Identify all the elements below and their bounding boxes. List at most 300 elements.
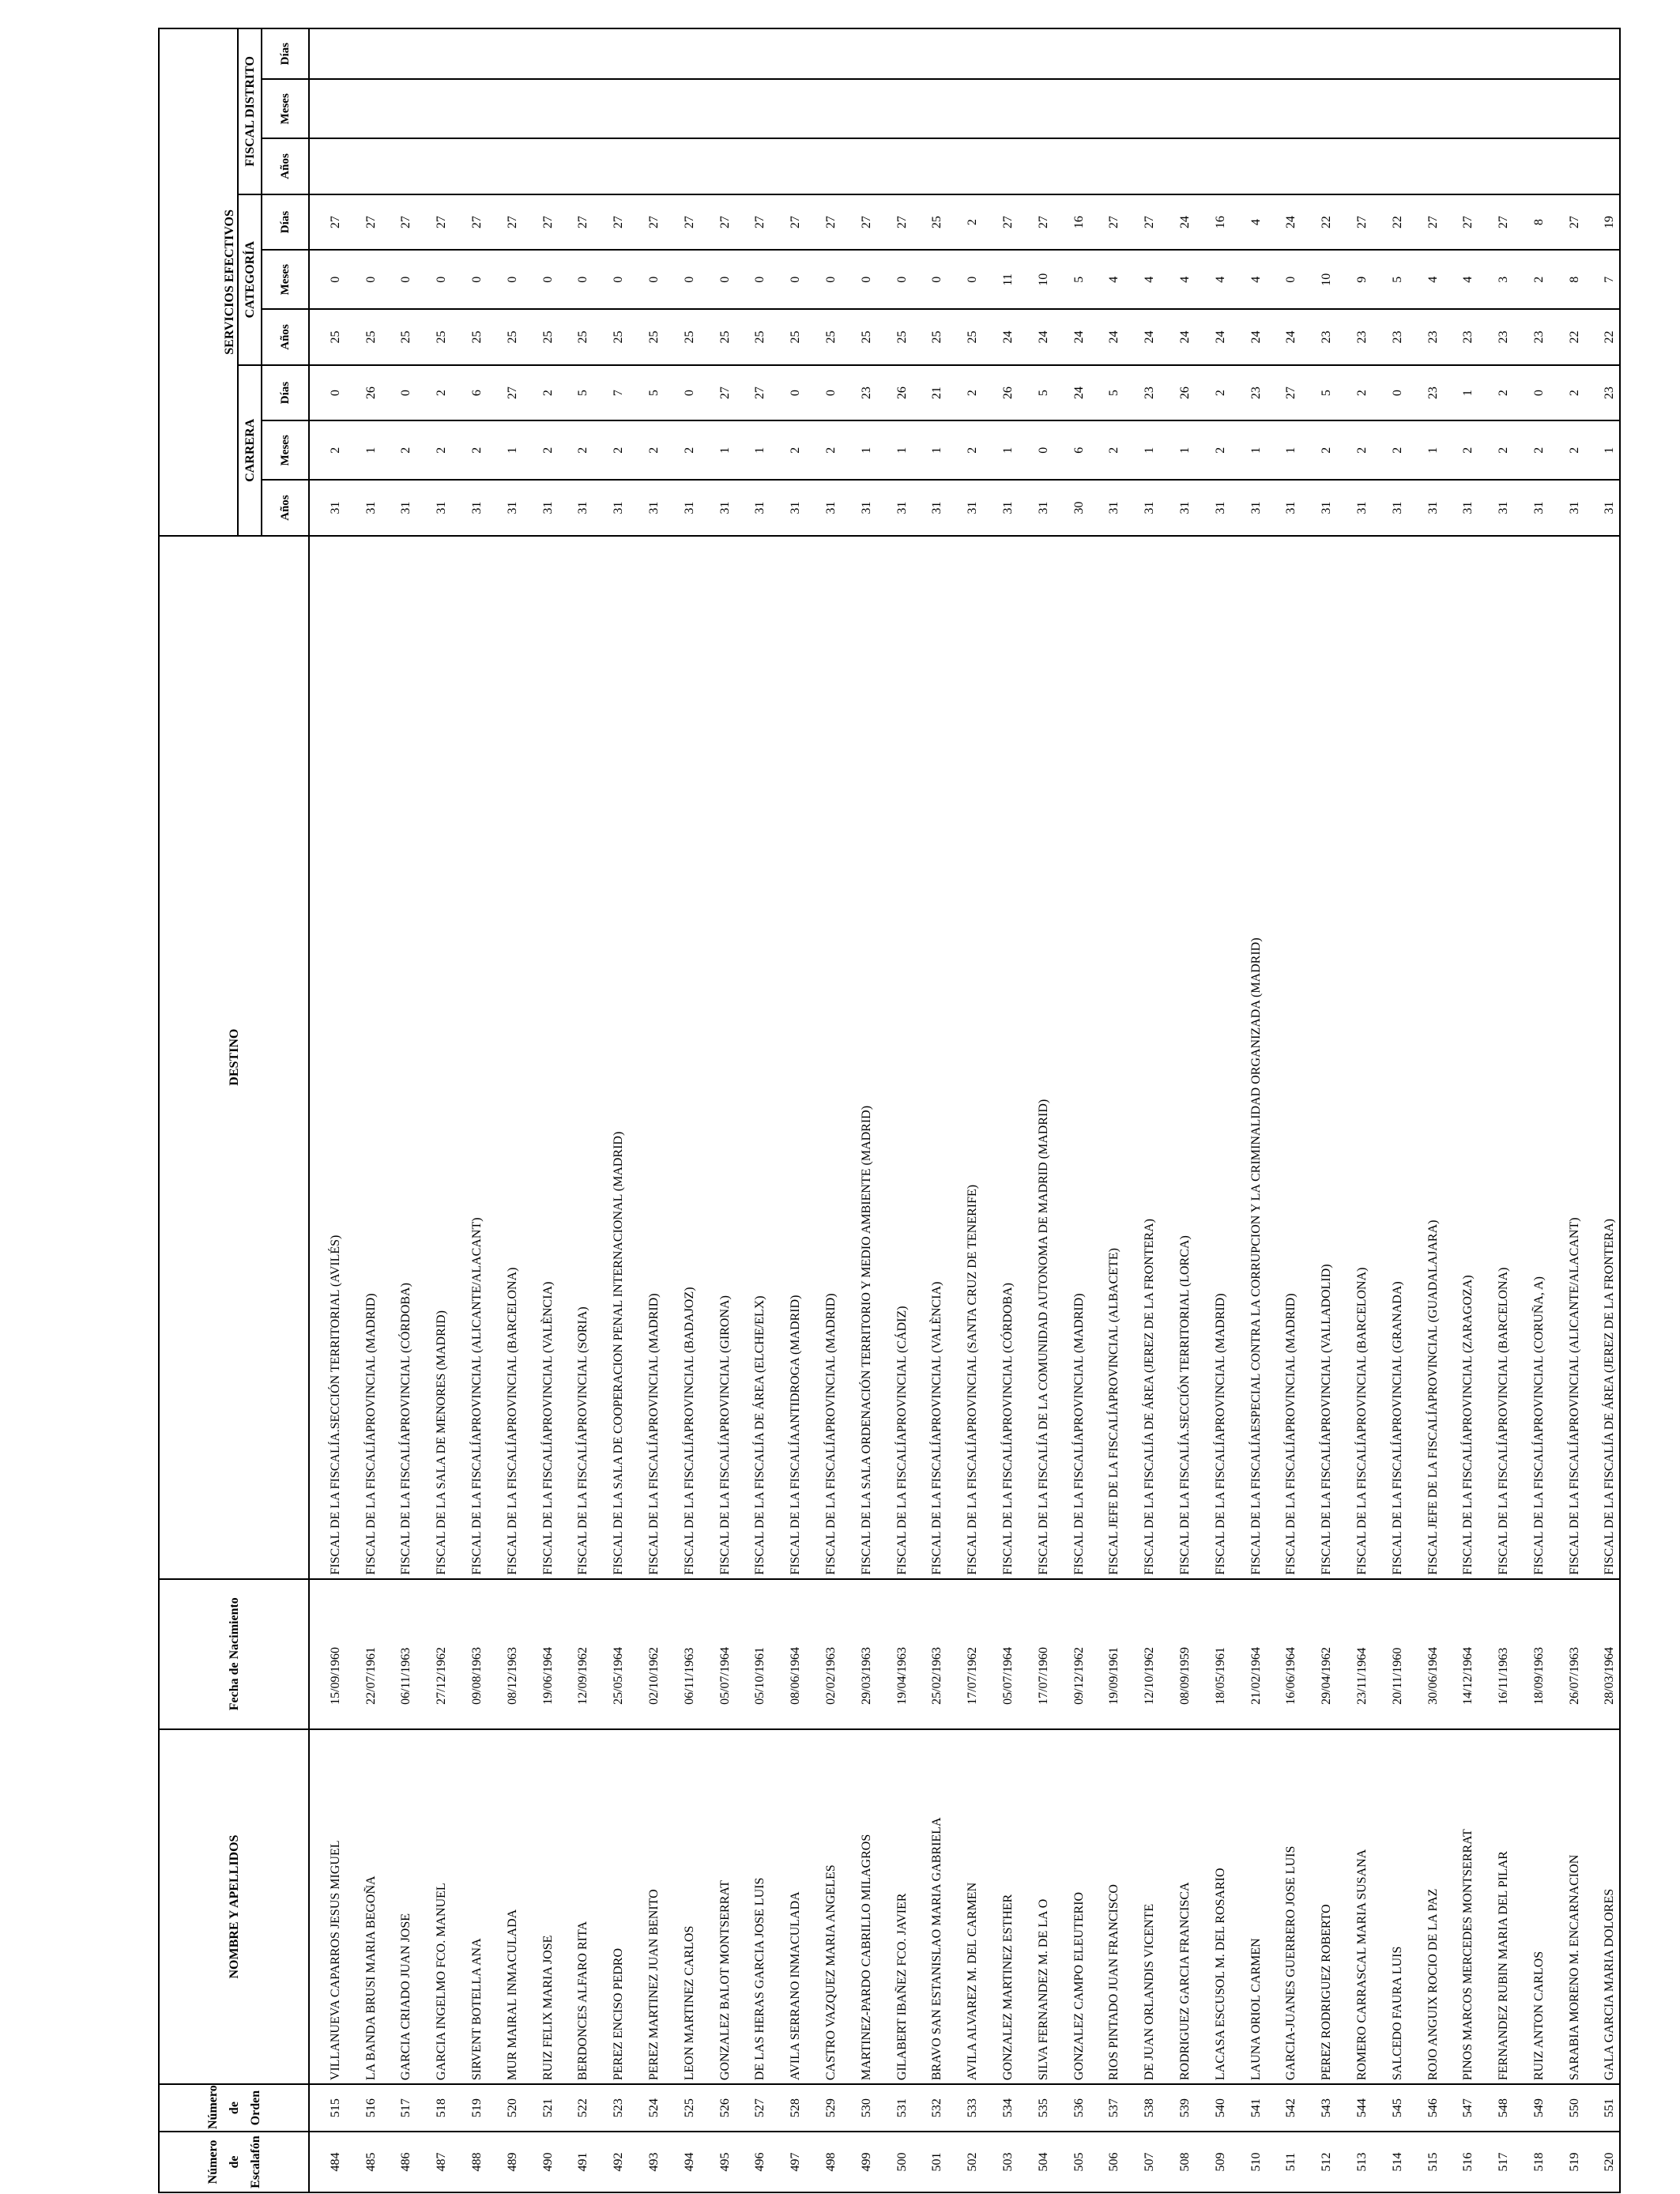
cell-categoria-anos: 25	[912, 309, 947, 365]
cell-categoria-anos: 25	[699, 309, 735, 365]
cell-carrera-anos: 31	[841, 480, 876, 536]
cell-numero-orden: 544	[1336, 2084, 1372, 2132]
cell-fiscal-anos	[522, 138, 558, 194]
cell-numero-orden: 523	[593, 2084, 628, 2132]
cell-nombre: LA BANDA BRUSI MARIA BEGOÑA	[345, 1729, 381, 2084]
cell-categoria-dias: 27	[522, 194, 558, 251]
header-destino: DESTINO	[159, 536, 309, 1579]
cell-carrera-anos: 31	[1478, 480, 1513, 536]
cell-numero-orden: 531	[876, 2084, 912, 2132]
table-row	[805, 28, 841, 2192]
cell-nombre: RIOS PINTADO JUAN FRANCISCO	[1089, 1729, 1124, 2084]
table-row	[664, 28, 699, 2192]
cell-fecha-nacimiento: 12/10/1962	[1124, 1579, 1159, 1729]
cell-carrera-meses: 1	[699, 420, 735, 480]
cell-carrera-dias: 0	[770, 365, 805, 421]
table-body	[309, 28, 1620, 2192]
table-row	[1266, 28, 1301, 2192]
cell-carrera-dias: 5	[558, 365, 593, 421]
cell-carrera-anos: 31	[1301, 480, 1336, 536]
cell-carrera-anos: 31	[345, 480, 381, 536]
cell-numero-orden: 548	[1478, 2084, 1513, 2132]
cell-carrera-dias: 23	[841, 365, 876, 421]
cell-categoria-meses: 0	[770, 250, 805, 309]
cell-numero-orden: 535	[1018, 2084, 1053, 2132]
cell-fiscal-dias	[664, 28, 699, 79]
table-row	[522, 28, 558, 2192]
cell-categoria-dias: 27	[699, 194, 735, 251]
rotated-page	[158, 12, 1617, 2193]
cell-fiscal-dias	[770, 28, 805, 79]
cell-fiscal-dias	[381, 28, 416, 79]
cell-categoria-meses: 2	[1513, 250, 1549, 309]
cell-categoria-meses: 0	[593, 250, 628, 309]
cell-fiscal-anos	[770, 138, 805, 194]
cell-carrera-dias: 2	[1195, 365, 1230, 421]
cell-fiscal-anos	[982, 138, 1018, 194]
cell-categoria-anos: 24	[1266, 309, 1301, 365]
cell-fiscal-anos	[1195, 138, 1230, 194]
cell-categoria-anos: 22	[1549, 309, 1584, 365]
cell-categoria-dias: 27	[416, 194, 451, 251]
cell-categoria-meses: 3	[1478, 250, 1513, 309]
cell-carrera-anos: 31	[1089, 480, 1124, 536]
table-row	[770, 28, 805, 2192]
cell-categoria-anos: 25	[805, 309, 841, 365]
cell-numero-orden: 527	[735, 2084, 770, 2132]
cell-carrera-meses: 1	[1124, 420, 1159, 480]
cell-nombre: LEON MARTINEZ CARLOS	[664, 1729, 699, 2084]
cell-categoria-dias: 27	[1549, 194, 1584, 251]
cell-categoria-dias: 27	[1443, 194, 1478, 251]
cell-carrera-anos: 31	[1159, 480, 1195, 536]
header-fiscal-anos: Años	[262, 138, 309, 194]
cell-fiscal-anos	[1230, 138, 1266, 194]
cell-numero-escalafon: 489	[487, 2132, 522, 2192]
cell-nombre: RUIZ FELIX MARIA JOSE	[522, 1729, 558, 2084]
cell-categoria-anos: 25	[381, 309, 416, 365]
cell-fiscal-anos	[487, 138, 522, 194]
cell-fiscal-dias	[1407, 28, 1443, 79]
cell-carrera-anos: 31	[1336, 480, 1372, 536]
cell-destino: FISCAL DE LA FISCALÍAPROVINCIAL (BARCELONA)	[487, 536, 522, 1579]
cell-fiscal-meses	[309, 79, 345, 138]
cell-destino: FISCAL DE LA FISCALÍAPROVINCIAL (MADRID)	[345, 536, 381, 1579]
cell-fiscal-dias	[628, 28, 664, 79]
cell-categoria-meses: 5	[1372, 250, 1407, 309]
cell-numero-escalafon: 491	[558, 2132, 593, 2192]
cell-categoria-dias: 24	[1266, 194, 1301, 251]
cell-categoria-anos: 25	[522, 309, 558, 365]
cell-categoria-dias: 27	[593, 194, 628, 251]
header-carrera-dias: Días	[262, 365, 309, 421]
cell-nombre: PEREZ RODRIGUEZ ROBERTO	[1301, 1729, 1336, 2084]
cell-carrera-dias: 26	[1159, 365, 1195, 421]
cell-categoria-dias: 4	[1230, 194, 1266, 251]
cell-carrera-anos: 31	[1266, 480, 1301, 536]
cell-numero-escalafon: 515	[1407, 2132, 1443, 2192]
cell-fecha-nacimiento: 17/07/1962	[947, 1579, 982, 1729]
cell-numero-escalafon: 520	[1584, 2132, 1621, 2192]
cell-fiscal-anos	[309, 138, 345, 194]
cell-fiscal-anos	[593, 138, 628, 194]
cell-nombre: BRAVO SAN ESTANISLAO MARIA GABRIELA	[912, 1729, 947, 2084]
cell-fiscal-meses	[628, 79, 664, 138]
table-row	[699, 28, 735, 2192]
cell-fiscal-dias	[1443, 28, 1478, 79]
cell-fiscal-anos	[1266, 138, 1301, 194]
cell-carrera-dias: 0	[381, 365, 416, 421]
cell-fiscal-anos	[699, 138, 735, 194]
cell-carrera-dias: 23	[1584, 365, 1621, 421]
cell-destino: FISCAL DE LA FISCALÍAPROVINCIAL (CÁDIZ)	[876, 536, 912, 1579]
header-numero-orden-line3: Orden	[248, 2090, 262, 2126]
cell-numero-escalafon: 488	[451, 2132, 487, 2192]
cell-categoria-dias: 2	[947, 194, 982, 251]
cell-categoria-meses: 0	[1266, 250, 1301, 309]
cell-carrera-meses: 1	[735, 420, 770, 480]
cell-numero-orden: 534	[982, 2084, 1018, 2132]
cell-numero-orden: 549	[1513, 2084, 1549, 2132]
table-row	[735, 28, 770, 2192]
cell-carrera-anos: 31	[912, 480, 947, 536]
cell-numero-escalafon: 518	[1513, 2132, 1549, 2192]
cell-categoria-dias: 27	[770, 194, 805, 251]
cell-categoria-meses: 0	[664, 250, 699, 309]
cell-destino: FISCAL DE LA FISCALÍAPROVINCIAL (VALÈNCIA)	[912, 536, 947, 1579]
cell-nombre: DE LAS HERAS GARCIA JOSE LUIS	[735, 1729, 770, 2084]
cell-nombre: AVILA ALVAREZ M. DEL CARMEN	[947, 1729, 982, 2084]
table-row	[1230, 28, 1266, 2192]
cell-numero-orden: 517	[381, 2084, 416, 2132]
cell-categoria-meses: 0	[381, 250, 416, 309]
cell-numero-escalafon: 504	[1018, 2132, 1053, 2192]
cell-categoria-dias: 27	[1407, 194, 1443, 251]
cell-carrera-dias: 0	[1513, 365, 1549, 421]
cell-destino: FISCAL DE LA FISCALÍAPROVINCIAL (VALLADOLID)	[1301, 536, 1336, 1579]
cell-fecha-nacimiento: 08/12/1963	[487, 1579, 522, 1729]
cell-carrera-anos: 31	[1230, 480, 1266, 536]
cell-fiscal-dias	[1159, 28, 1195, 79]
cell-destino: FISCAL DE LA FISCALÍAPROVINCIAL (GIRONA)	[699, 536, 735, 1579]
cell-categoria-dias: 25	[912, 194, 947, 251]
cell-numero-escalafon: 495	[699, 2132, 735, 2192]
cell-fiscal-anos	[912, 138, 947, 194]
cell-categoria-meses: 5	[1053, 250, 1089, 309]
cell-fecha-nacimiento: 20/11/1960	[1372, 1579, 1407, 1729]
cell-carrera-anos: 30	[1053, 480, 1089, 536]
cell-categoria-dias: 27	[1478, 194, 1513, 251]
cell-categoria-dias: 27	[381, 194, 416, 251]
cell-carrera-dias: 7	[593, 365, 628, 421]
cell-carrera-meses: 2	[1443, 420, 1478, 480]
cell-categoria-dias: 8	[1513, 194, 1549, 251]
cell-carrera-anos: 31	[593, 480, 628, 536]
cell-fecha-nacimiento: 15/09/1960	[309, 1579, 345, 1729]
cell-categoria-dias: 27	[558, 194, 593, 251]
cell-numero-escalafon: 490	[522, 2132, 558, 2192]
cell-fiscal-dias	[1549, 28, 1584, 79]
cell-fiscal-dias	[876, 28, 912, 79]
cell-fecha-nacimiento: 02/02/1963	[805, 1579, 841, 1729]
cell-carrera-anos: 31	[558, 480, 593, 536]
cell-carrera-dias: 1	[1443, 365, 1478, 421]
cell-destino: FISCAL JEFE DE LA FISCALÍAPROVINCIAL (GUADALAJARA)	[1407, 536, 1443, 1579]
header-carrera: CARRERA	[238, 365, 262, 536]
cell-fiscal-anos	[1584, 138, 1621, 194]
cell-carrera-dias: 0	[805, 365, 841, 421]
cell-nombre: PINOS MARCOS MERCEDES MONTSERRAT	[1443, 1729, 1478, 2084]
cell-categoria-meses: 10	[1301, 250, 1336, 309]
table-row	[1124, 28, 1159, 2192]
cell-carrera-dias: 5	[1018, 365, 1053, 421]
cell-categoria-dias: 27	[487, 194, 522, 251]
cell-fecha-nacimiento: 29/03/1963	[841, 1579, 876, 1729]
cell-carrera-anos: 31	[735, 480, 770, 536]
cell-carrera-meses: 2	[1513, 420, 1549, 480]
cell-carrera-dias: 5	[1089, 365, 1124, 421]
cell-fiscal-anos	[1549, 138, 1584, 194]
cell-nombre: FERNANDEZ RUBIN MARIA DEL PILAR	[1478, 1729, 1513, 2084]
cell-categoria-meses: 4	[1159, 250, 1195, 309]
cell-fiscal-anos	[1301, 138, 1336, 194]
cell-destino: FISCAL DE LA FISCALÍAPROVINCIAL (BARCELONA)	[1336, 536, 1372, 1579]
cell-numero-orden: 532	[912, 2084, 947, 2132]
cell-carrera-dias: 26	[982, 365, 1018, 421]
table-row	[841, 28, 876, 2192]
cell-fiscal-dias	[1336, 28, 1372, 79]
cell-carrera-anos: 31	[947, 480, 982, 536]
cell-carrera-dias: 2	[1336, 365, 1372, 421]
table-row	[1195, 28, 1230, 2192]
cell-carrera-meses: 2	[770, 420, 805, 480]
table-row	[947, 28, 982, 2192]
cell-fiscal-meses	[593, 79, 628, 138]
cell-carrera-anos: 31	[982, 480, 1018, 536]
cell-fecha-nacimiento: 21/02/1964	[1230, 1579, 1266, 1729]
cell-fiscal-dias	[1266, 28, 1301, 79]
cell-fecha-nacimiento: 26/07/1963	[1549, 1579, 1584, 1729]
cell-fiscal-dias	[1584, 28, 1621, 79]
cell-fiscal-anos	[1124, 138, 1159, 194]
cell-categoria-dias: 27	[841, 194, 876, 251]
table-row	[982, 28, 1018, 2192]
cell-fiscal-meses	[1018, 79, 1053, 138]
cell-fiscal-dias	[1513, 28, 1549, 79]
cell-fecha-nacimiento: 28/03/1964	[1584, 1579, 1621, 1729]
cell-nombre: LACASA ESCUSOL M. DEL ROSARIO	[1195, 1729, 1230, 2084]
cell-categoria-anos: 25	[770, 309, 805, 365]
cell-fiscal-meses	[1159, 79, 1195, 138]
cell-carrera-meses: 2	[1549, 420, 1584, 480]
table-row	[628, 28, 664, 2192]
cell-carrera-anos: 31	[487, 480, 522, 536]
cell-fecha-nacimiento: 06/11/1963	[381, 1579, 416, 1729]
cell-categoria-anos: 24	[1018, 309, 1053, 365]
cell-nombre: AVILA SERRANO INMACULADA	[770, 1729, 805, 2084]
cell-fecha-nacimiento: 06/11/1963	[664, 1579, 699, 1729]
table-row	[1301, 28, 1336, 2192]
cell-fecha-nacimiento: 19/04/1963	[876, 1579, 912, 1729]
cell-categoria-anos: 25	[841, 309, 876, 365]
cell-categoria-dias: 27	[735, 194, 770, 251]
cell-fiscal-anos	[841, 138, 876, 194]
cell-numero-orden: 518	[416, 2084, 451, 2132]
cell-categoria-anos: 24	[982, 309, 1018, 365]
cell-fiscal-meses	[805, 79, 841, 138]
cell-fiscal-dias	[309, 28, 345, 79]
cell-carrera-anos: 31	[628, 480, 664, 536]
cell-carrera-meses: 2	[1372, 420, 1407, 480]
cell-categoria-meses: 4	[1407, 250, 1443, 309]
rotated-sheet	[158, 12, 1617, 2193]
cell-numero-escalafon: 507	[1124, 2132, 1159, 2192]
cell-nombre: GARCIA CRIADO JUAN JOSE	[381, 1729, 416, 2084]
header-fiscal-dias: Días	[262, 28, 309, 79]
cell-carrera-meses: 2	[1301, 420, 1336, 480]
cell-fiscal-meses	[487, 79, 522, 138]
table-row	[1053, 28, 1089, 2192]
cell-categoria-meses: 0	[487, 250, 522, 309]
cell-fiscal-meses	[876, 79, 912, 138]
cell-numero-escalafon: 514	[1372, 2132, 1407, 2192]
cell-numero-escalafon: 498	[805, 2132, 841, 2192]
cell-fiscal-meses	[1053, 79, 1089, 138]
cell-fiscal-dias	[805, 28, 841, 79]
cell-categoria-anos: 24	[1053, 309, 1089, 365]
cell-nombre: GARCIA INGELMO FCO. MANUEL	[416, 1729, 451, 2084]
cell-destino: FISCAL DE LA FISCALÍA.SECCIÓN TERRITORIAL (LORCA)	[1159, 536, 1195, 1579]
cell-fecha-nacimiento: 22/07/1961	[345, 1579, 381, 1729]
cell-nombre: SARABIA MORENO M. ENCARNACION	[1549, 1729, 1584, 2084]
cell-carrera-meses: 2	[947, 420, 982, 480]
cell-numero-orden: 526	[699, 2084, 735, 2132]
cell-categoria-meses: 0	[522, 250, 558, 309]
cell-numero-orden: 525	[664, 2084, 699, 2132]
cell-fiscal-meses	[770, 79, 805, 138]
cell-categoria-dias: 27	[1089, 194, 1124, 251]
cell-categoria-meses: 4	[1443, 250, 1478, 309]
header-numero-escalafon-line1: Número	[205, 2139, 220, 2185]
cell-numero-orden: 546	[1407, 2084, 1443, 2132]
cell-categoria-anos: 23	[1372, 309, 1407, 365]
cell-numero-escalafon: 513	[1336, 2132, 1372, 2192]
header-fecha: Fecha de Nacimiento	[159, 1579, 309, 1729]
cell-categoria-meses: 11	[982, 250, 1018, 309]
header-carrera-meses: Meses	[262, 420, 309, 480]
cell-fecha-nacimiento: 12/09/1962	[558, 1579, 593, 1729]
cell-carrera-meses: 1	[1407, 420, 1443, 480]
cell-carrera-meses: 2	[1336, 420, 1372, 480]
cell-fiscal-meses	[982, 79, 1018, 138]
cell-carrera-meses: 2	[558, 420, 593, 480]
header-numero-orden-line2: de	[227, 2102, 241, 2115]
cell-fiscal-dias	[593, 28, 628, 79]
cell-categoria-dias: 27	[664, 194, 699, 251]
cell-fiscal-dias	[735, 28, 770, 79]
cell-carrera-anos: 31	[522, 480, 558, 536]
cell-carrera-dias: 5	[628, 365, 664, 421]
table-row	[487, 28, 522, 2192]
cell-categoria-anos: 24	[1124, 309, 1159, 365]
cell-destino: FISCAL DE LA FISCALÍA.SECCIÓN TERRITORIAL (AVILÉS)	[309, 536, 345, 1579]
cell-numero-escalafon: 506	[1089, 2132, 1124, 2192]
cell-destino: FISCAL DE LA FISCALÍA DE ÁREA (JEREZ DE LA FRONTERA)	[1124, 536, 1159, 1579]
cell-numero-orden: 539	[1159, 2084, 1195, 2132]
cell-numero-escalafon: 508	[1159, 2132, 1195, 2192]
cell-fiscal-dias	[1195, 28, 1230, 79]
cell-carrera-anos: 31	[1195, 480, 1230, 536]
cell-carrera-dias: 23	[1407, 365, 1443, 421]
cell-fiscal-anos	[558, 138, 593, 194]
cell-nombre: GONZALEZ CAMPO ELEUTERIO	[1053, 1729, 1089, 2084]
cell-carrera-dias: 2	[947, 365, 982, 421]
cell-categoria-meses: 9	[1336, 250, 1372, 309]
cell-categoria-meses: 0	[805, 250, 841, 309]
cell-fecha-nacimiento: 18/09/1963	[1513, 1579, 1549, 1729]
cell-numero-escalafon: 509	[1195, 2132, 1230, 2192]
cell-carrera-meses: 2	[381, 420, 416, 480]
cell-fiscal-meses	[912, 79, 947, 138]
cell-numero-escalafon: 496	[735, 2132, 770, 2192]
table-row	[558, 28, 593, 2192]
cell-categoria-meses: 0	[841, 250, 876, 309]
cell-fiscal-meses	[1266, 79, 1301, 138]
cell-fecha-nacimiento: 05/10/1961	[735, 1579, 770, 1729]
cell-fiscal-anos	[416, 138, 451, 194]
cell-categoria-meses: 0	[345, 250, 381, 309]
cell-fiscal-anos	[628, 138, 664, 194]
cell-categoria-anos: 24	[1159, 309, 1195, 365]
cell-destino: FISCAL DE LA FISCALÍAPROVINCIAL (MADRID)	[1266, 536, 1301, 1579]
cell-fecha-nacimiento: 27/12/1962	[416, 1579, 451, 1729]
cell-categoria-meses: 0	[451, 250, 487, 309]
cell-categoria-anos: 24	[1230, 309, 1266, 365]
cell-numero-orden: 515	[309, 2084, 345, 2132]
cell-fiscal-meses	[1372, 79, 1407, 138]
cell-categoria-anos: 22	[1584, 309, 1621, 365]
cell-carrera-anos: 31	[805, 480, 841, 536]
cell-fiscal-anos	[381, 138, 416, 194]
cell-nombre: SALCEDO FAURA LUIS	[1372, 1729, 1407, 2084]
cell-numero-orden: 529	[805, 2084, 841, 2132]
cell-fiscal-meses	[1478, 79, 1513, 138]
cell-destino: FISCAL DE LA FISCALÍAPROVINCIAL (CÓRDOBA)	[381, 536, 416, 1579]
cell-fiscal-anos	[451, 138, 487, 194]
header-servicios: SERVICIOS EFECTIVOS	[159, 28, 238, 536]
cell-nombre: LAUNA ORIOL CARMEN	[1230, 1729, 1266, 2084]
cell-categoria-dias: 24	[1159, 194, 1195, 251]
cell-numero-orden: 550	[1549, 2084, 1584, 2132]
cell-numero-orden: 543	[1301, 2084, 1336, 2132]
cell-carrera-dias: 21	[912, 365, 947, 421]
cell-nombre: CASTRO VAZQUEZ MARIA ANGELES	[805, 1729, 841, 2084]
cell-carrera-dias: 26	[345, 365, 381, 421]
cell-destino: FISCAL DE LA FISCALÍA DE ÁREA (ELCHE/ELX)	[735, 536, 770, 1579]
cell-destino: FISCAL DE LA FISCALÍAPROVINCIAL (BADAJOZ)	[664, 536, 699, 1579]
cell-numero-escalafon: 500	[876, 2132, 912, 2192]
cell-fecha-nacimiento: 19/09/1961	[1089, 1579, 1124, 1729]
cell-fecha-nacimiento: 23/11/1964	[1336, 1579, 1372, 1729]
cell-carrera-anos: 31	[1513, 480, 1549, 536]
cell-numero-orden: 520	[487, 2084, 522, 2132]
cell-carrera-dias: 2	[1478, 365, 1513, 421]
cell-carrera-dias: 23	[1124, 365, 1159, 421]
cell-fiscal-meses	[345, 79, 381, 138]
cell-fiscal-anos	[1443, 138, 1478, 194]
cell-fiscal-anos	[1372, 138, 1407, 194]
cell-categoria-dias: 16	[1195, 194, 1230, 251]
